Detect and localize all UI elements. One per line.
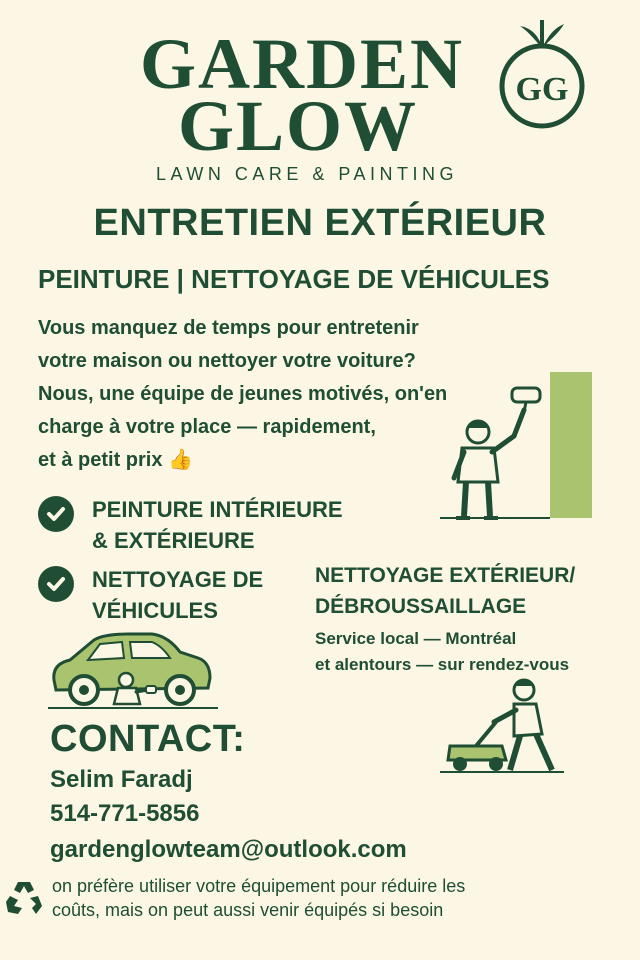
gg-logo-icon xyxy=(492,18,592,130)
outdoor-title: NETTOYAGE EXTÉRIEUR/ xyxy=(315,564,576,587)
brand-name-line2: GLOW xyxy=(178,86,419,166)
intro-line: Vous manquez de temps pour entretenir xyxy=(38,317,419,339)
car-wash-icon xyxy=(48,630,218,712)
service-area-note: et alentours — sur rendez-vous xyxy=(315,655,570,674)
contact-name: Selim Faradj xyxy=(50,766,193,793)
outdoor-service-block xyxy=(315,560,625,678)
intro-line: Nous, une équipe de jeunes motivés, on'en xyxy=(38,383,448,405)
service-label: & EXTÉRIEURE xyxy=(92,528,255,553)
painter-icon xyxy=(440,370,600,520)
check-icon xyxy=(38,566,74,602)
equipment-note-line: on préfère utiliser votre équipement pour réduire les xyxy=(52,876,466,896)
check-icon xyxy=(38,496,74,532)
tagline: LAWN CARE & PAINTING xyxy=(156,164,459,184)
outdoor-title: DÉBROUSSAILLAGE xyxy=(315,595,527,618)
service-label: NETTOYAGE DE xyxy=(92,567,264,592)
equipment-note xyxy=(52,874,612,922)
service-label: VÉHICULES xyxy=(92,598,218,623)
equipment-note-line: coûts, mais on peut aussi venir équipés si besoin xyxy=(52,900,444,920)
service-item-painting xyxy=(38,494,382,556)
intro-line: charge à votre place — rapidement, xyxy=(38,416,376,438)
lawn-mower-icon xyxy=(440,676,564,776)
intro-line: votre maison ou nettoyer votre voiture? xyxy=(38,350,416,372)
recycle-icon xyxy=(4,878,44,918)
contact-title: CONTACT: xyxy=(50,718,246,760)
logo-initials: GG xyxy=(515,71,569,108)
service-label: PEINTURE INTÉRIEURE xyxy=(92,497,343,522)
brand-name-line1: GARDEN xyxy=(140,24,465,104)
service-area-note: Service local — Montréal xyxy=(315,629,517,648)
contact-email[interactable]: gardenglowteam@outlook.com xyxy=(50,836,407,863)
contact-phone[interactable]: 514-771-5856 xyxy=(50,800,200,827)
intro-line: et à petit prix 👍 xyxy=(38,449,193,471)
headline: ENTRETIEN EXTÉRIEUR xyxy=(93,202,547,244)
subheadline: PEINTURE | NETTOYAGE DE VÉHICULES xyxy=(38,264,550,294)
